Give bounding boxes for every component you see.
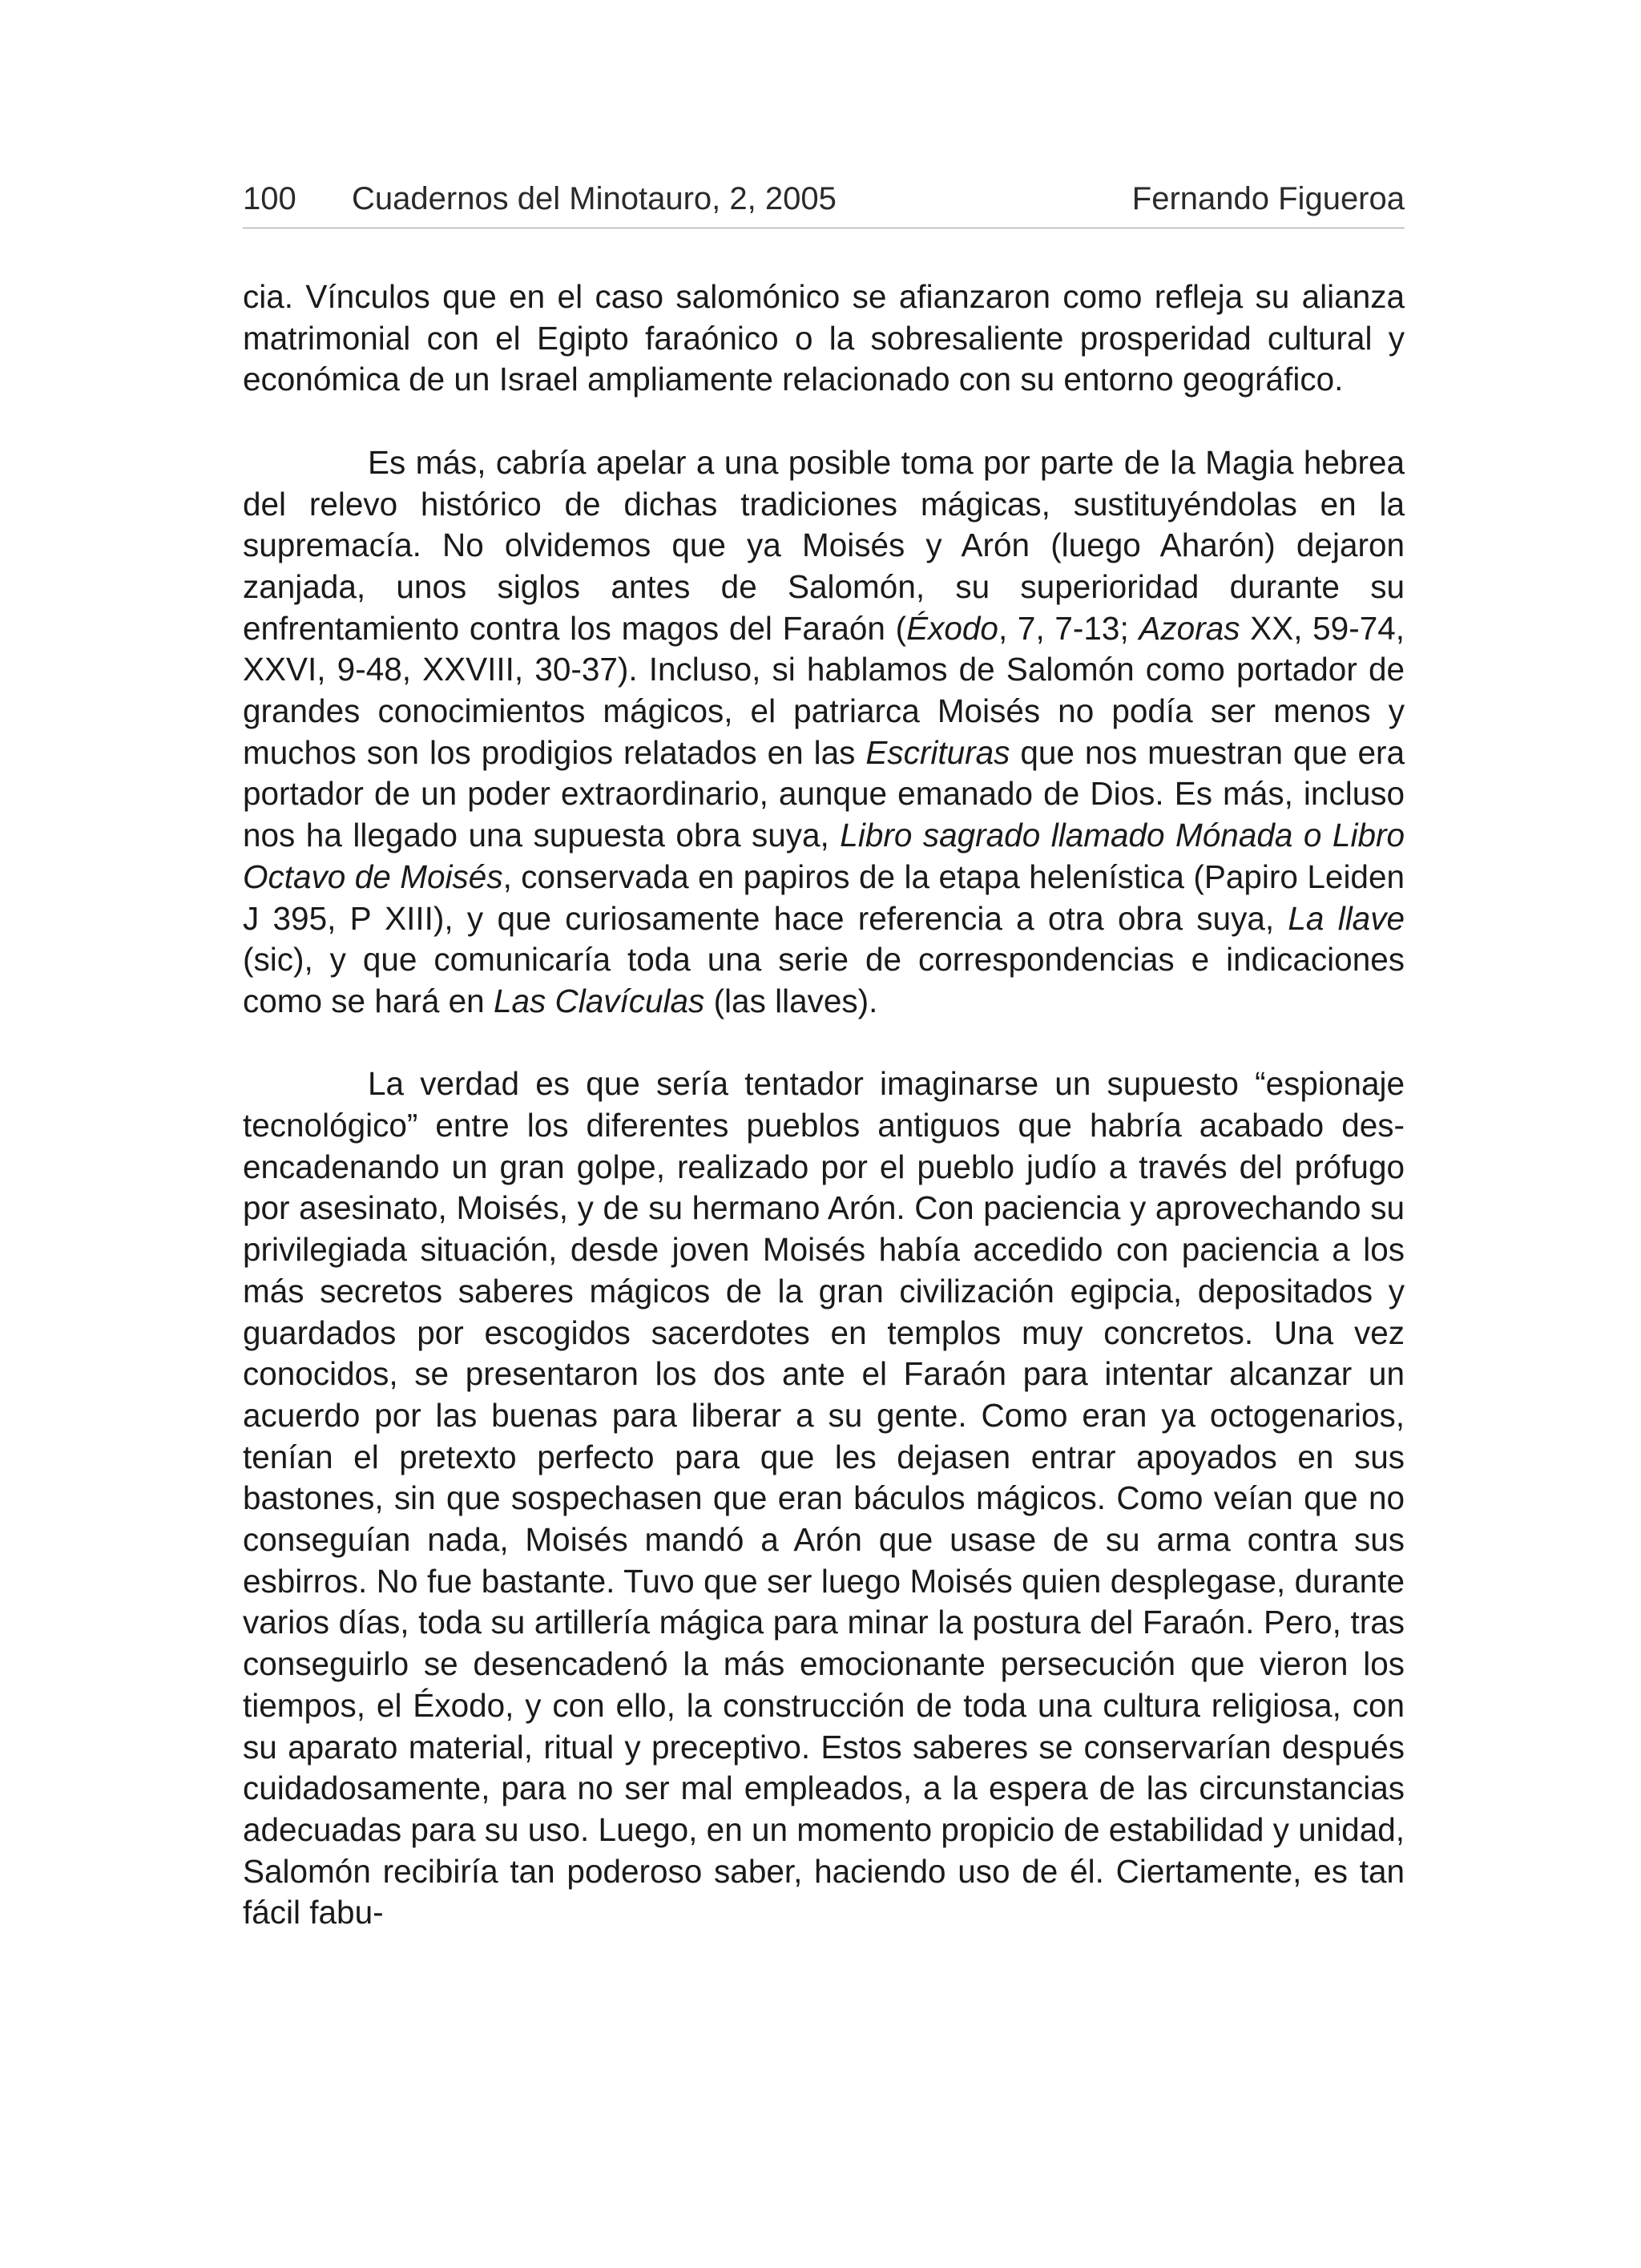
author-name: Fernando Figueroa [1131,181,1405,216]
italic-title: Libro sagrado llamado Mónada o Libro Octavo de Moisés [243,817,1405,895]
paragraph-2 [243,442,1405,1023]
paragraph-3 [243,1063,1405,1934]
text-run: que nos muestran que era portador de un poder extraordinario, aunque emanado de Dios. Es más, incluso nos ha llegado una supuesta obra suya, [243,733,1405,854]
italic-title: Las Clavículas [493,982,705,1019]
text-run: cia. Vínculos que en el caso salomónico se afianzaron como refleja su alianza matrimonial con el Egipto faraónico o la sobresaliente prosperidad cultural y económica de un Israel ampliamente relacionado con su entorno geográfico. [243,278,1405,398]
page-number: 100 [243,181,296,216]
document-page [243,183,1405,1934]
text-run: (las llaves). [704,982,878,1019]
running-header [243,183,1405,228]
italic-title: Éxodo [906,609,998,647]
text-run: , conservada en papiros de la etapa helenística (Papiro Leiden J 395, P XIII), y que curiosamente hace referencia a otra obra suya, [243,858,1405,937]
paragraph-1 [243,276,1405,401]
text-run: Es más, cabría apelar a una posible toma por parte de la Magia hebrea del relevo histórico de dichas tradiciones mágicas, sustituyéndolas en la supremacía. No olvidemos que ya Moisés y Arón (luego Aharón) dejaron zanjada, unos siglos antes de Salomón, su superioridad durante su enfrentamiento contra los magos del Faraón ( [243,443,1405,647]
text-run: (sic), y que comunicaría toda una serie de correspondencias e indicaciones como se hará en [243,941,1405,1019]
italic-title: La llave [1288,899,1405,937]
text-run: La verdad es que sería tentador imaginarse un supuesto “espionaje tecnológico” entre los diferentes pueblos antiguos que habría acabado desencadenando un gran golpe, realizado por el pueblo judío a través del prófugo por asesinato, Moisés, y de su hermano Arón. Con paciencia y aprovechando su privilegiada situación, desde joven Moisés había accedido con paciencia a los más secretos saberes mágicos de la gran civilización egipcia, depositados y guardados por escogidos sacerdotes en templos muy concretos. Una vez conocidos, se presentaron los dos ante el Faraón para intentar alcanzar un acuerdo por las buenas para liberar a su gente. Como eran ya octogenarios, tenían el pretexto perfecto para que les dejasen entrar apoyados en sus bastones, sin que sospechasen que eran báculos mágicos. Como veían que no conseguían nada, Moisés mandó a Arón que usase de su arma contra sus esbirros. No fue bastante. Tuvo que ser luego Moisés quien desplegase, durante varios días, toda su artillería mágica para minar la postura del Faraón. Pero, tras conseguirlo se desencadenó la más emocionante persecución que vieron los tiempos, el Éxodo, y con ello, la construcción de toda una cultura religiosa, con su aparato material, ritual y preceptivo. Estos saberes se conservarían después cuidadosamente, para no ser mal empleados, a la espera de las circunstancias adecuadas para su uso. Luego, en un momento propicio de estabilidad y unidad, Salomón recibiría tan poderoso saber, haciendo uso de él. Ciertamente, es tan fácil fabu- [243,1065,1405,1931]
text-run: XX, 59-74, XXVI, 9-48, XXVIII, 30-37). Incluso, si hablamos de Salomón como portador de grandes conocimientos mágicos, el patriarca Moisés no podía ser menos y muchos son los prodigios relatados en las [243,609,1405,771]
italic-title: Escrituras [865,733,1010,771]
text-run: , 7, 7-13; [998,609,1139,647]
body-text [243,276,1405,1934]
journal-title: Cuadernos del Minotauro, 2, 2005 [352,181,837,216]
italic-title: Azoras [1139,609,1240,647]
